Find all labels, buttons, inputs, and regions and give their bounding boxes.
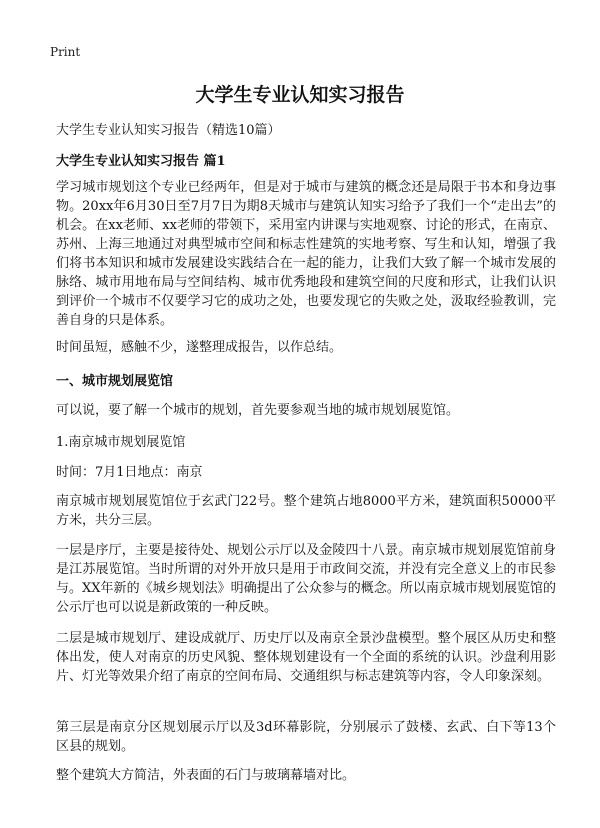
document-title: 大学生专业认知实习报告 <box>195 84 405 106</box>
paragraph-intro: 学习城市规划这个专业已经两年，但是对于城市与建筑的概念还是局限于书本和身边事物。20xx年6月30日至7月7日为期8天城市与建筑认知实习给予了我们一个“走出去”的机会。在xx老师、xx老师的带领下，采用室内讲课与实地观察、讨论的形式，在南京、苏州、上海三地通过对典型城市空间和标志性建筑的实地考察、写生和认知，增强了我们将书本知识和城市发展建设实践结合在一起的能力，让我们大致了解一个城市发展的脉络、城市用地布局与空间结构、城市优秀地段和建筑空间的尺度和形式，让我们认识到评价一个城市不仅要学习它的成功之处，也要发现它的失败之处，汲取经验教训，完善自身的只是体系。 <box>56 180 556 328</box>
paragraph-summary: 时间虽短，感触不少，遂整理成报告，以作总结。 <box>56 340 343 355</box>
subsection-heading: 1.南京城市规划展览馆 <box>56 435 186 450</box>
paragraph-floor-two: 二层是城市规划厅、建设成就厅、历史厅以及南京全景沙盘模型。整个展区从历史和整体出发，使人对南京的历史风貌、整体规划建设有一个全面的系统的认识。沙盘利用影片、灯光等效果介绍了南京的空间布局、交通组织与标志建筑等内容，令人印象深刻。 <box>56 631 556 684</box>
document-subtitle: 大学生专业认知实习报告（精选10篇） <box>56 123 281 138</box>
print-link[interactable]: Print <box>50 45 81 59</box>
paragraph-floor-three: 第三层是南京分区规划展示厅以及3d环幕影院，分别展示了鼓楼、玄武、白下等13个区县的规划。 <box>56 720 556 754</box>
paragraph-architecture: 整个建筑大方简洁，外表面的石门与玻璃幕墙对比。 <box>56 768 356 783</box>
section-intro: 可以说，要了解一个城市的规划，首先要参观当地的城市规划展览馆。 <box>56 403 460 418</box>
paragraph-location: 南京城市规划展览馆位于玄武门22号。整个建筑占地8000平方米，建筑面积50000平方米，共分三层。 <box>56 494 556 528</box>
paragraph-floor-one: 一层是序厅，主要是接待处、规划公示厅以及金陵四十八景。南京城市规划展览馆前身是江苏展览馆。当时所谓的对外开放只是用于市政间交流，并没有完全意义上的市民参与。XX年新的《城乡规划法》明确提出了公众参与的概念。所以南京城市规划展览馆的公示厅也可以说是新政策的一种反映。 <box>56 543 556 615</box>
section-heading: 一、城市规划展览馆 <box>56 374 174 389</box>
article-heading: 大学生专业认知实习报告 篇1 <box>56 154 226 169</box>
subsection-time: 时间：7月1日地点：南京 <box>56 465 203 480</box>
